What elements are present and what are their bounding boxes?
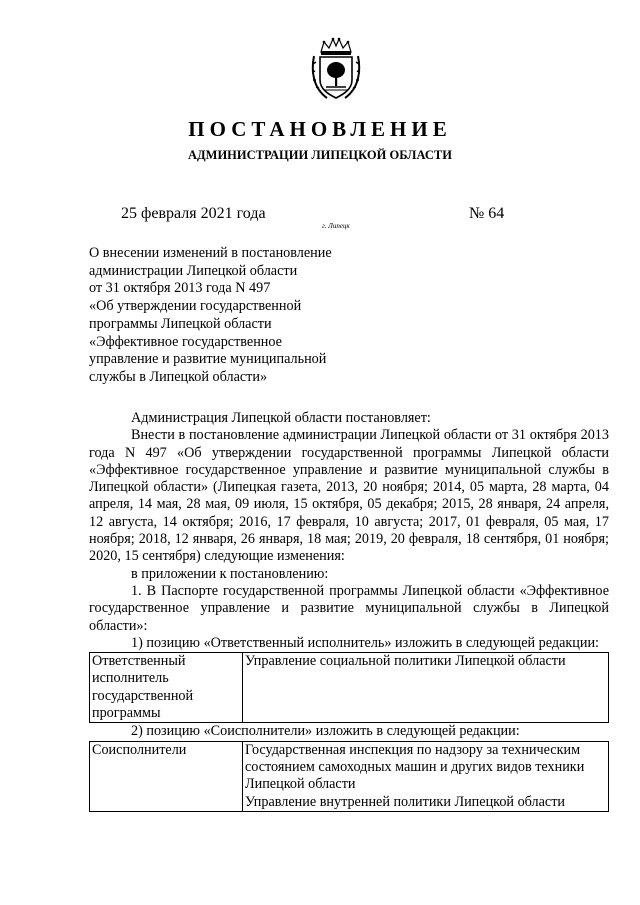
paragraph-passport: 1. В Паспорте государственной программы Липецкой области «Эффективное государственное управление и развитие муниципальной службы в Липецкой области»: xyxy=(89,582,609,634)
table-row xyxy=(90,741,609,811)
heading-line: управление и развитие муниципальной xyxy=(89,351,327,368)
document-number: № 64 xyxy=(469,205,505,222)
document-date: 25 февраля 2021 года xyxy=(121,205,266,222)
paragraph-appendix: в приложении к постановлению: xyxy=(131,565,329,582)
table-cell-value xyxy=(243,741,609,811)
paragraph-position-1: 1) позицию «Ответственный исполнитель» изложить в следующей редакции: xyxy=(131,634,599,651)
document-heading xyxy=(89,245,379,387)
heading-line: «Об утверждении государственной xyxy=(89,298,302,315)
table-cell-line: Государственная инспекция по надзору за техническим состоянием самоходных машин и других видов техники Липецкой области xyxy=(245,741,585,793)
table-cell-value: Управление социальной политики Липецкой области xyxy=(243,653,609,723)
document-title: ПОСТАНОВЛЕНИЕ xyxy=(188,117,452,141)
table-cell-label: Ответственный исполнитель государственной программы xyxy=(90,653,243,723)
paragraph-resolves: Администрация Липецкой области постановляет: xyxy=(131,410,431,426)
paragraph-amendment-intro: Внести в постановление администрации Липецкой области от 31 октября 2013 года N 497 «Об утверждении государственной программы Липецкой области «Эффективное государственное управление и развитие муниципальной службы в Липецкой области» (Липецкая газета, 2013, 20 ноября; 2014, 05 марта, 28 марта, 04 апреля, 14 мая, 28 мая, 09 июля, 15 октября, 05 декабря; 2015, 28 января, 24 апреля, 12 августа, 14 октября; 2016, 17 февраля, 10 августа; 2017, 01 февраля, 05 мая, 17 ноября; 2018, 12 января, 26 января, 18 мая; 2019, 20 февраля, 18 сентября, 01 ноября; 2020, 15 сентября) следующие изменения: xyxy=(89,427,609,565)
heading-line: службы в Липецкой области» xyxy=(89,368,268,385)
heading-line: администрации Липецкой области xyxy=(89,262,298,279)
heading-line: О внесении изменений в постановление xyxy=(89,245,332,261)
table-cell-label: Соисполнители xyxy=(90,741,243,811)
document-body xyxy=(89,410,609,812)
heading-line: «Эффективное государственное xyxy=(89,333,282,350)
coat-of-arms-icon xyxy=(309,36,363,102)
document-city: г. Липецк xyxy=(322,222,350,230)
table-cell-line: Управление внутренней политики Липецкой области xyxy=(245,793,565,810)
table-responsible-executor xyxy=(89,652,609,723)
heading-line: от 31 октября 2013 года N 497 xyxy=(89,280,271,297)
paragraph-position-2: 2) позицию «Соисполнители» изложить в следующей редакции: xyxy=(131,723,520,740)
table-co-executors xyxy=(89,741,609,812)
heading-line: программы Липецкой области xyxy=(89,315,272,332)
document-subtitle: АДМИНИСТРАЦИИ ЛИПЕЦКОЙ ОБЛАСТИ xyxy=(188,148,452,162)
table-row xyxy=(90,653,609,723)
